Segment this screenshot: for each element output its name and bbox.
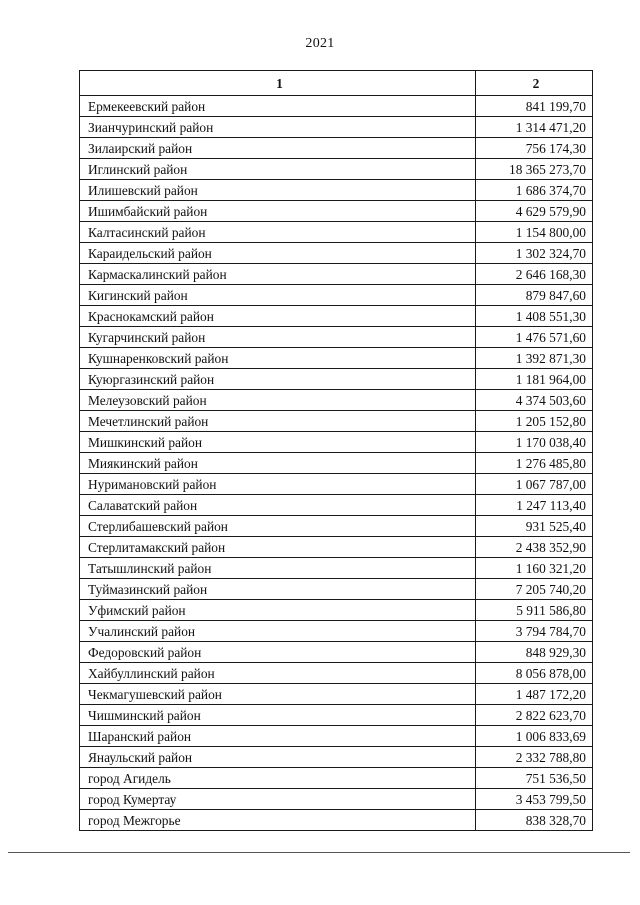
table-row xyxy=(80,327,593,348)
table-row xyxy=(80,243,593,264)
amount-cell: 1 006 833,69 xyxy=(476,726,593,747)
district-name-cell: Туймазинский район xyxy=(80,579,476,600)
district-name-cell: Мечетлинский район xyxy=(80,411,476,432)
table-row xyxy=(80,684,593,705)
district-name-cell: Шаранский район xyxy=(80,726,476,747)
district-name-cell: Илишевский район xyxy=(80,180,476,201)
district-name-cell: Иглинский район xyxy=(80,159,476,180)
amount-cell: 2 332 788,80 xyxy=(476,747,593,768)
amount-cell: 841 199,70 xyxy=(476,96,593,117)
table-row xyxy=(80,348,593,369)
district-name-cell: Салаватский район xyxy=(80,495,476,516)
table-row xyxy=(80,306,593,327)
amount-cell: 1 067 787,00 xyxy=(476,474,593,495)
amount-cell: 1 314 471,20 xyxy=(476,117,593,138)
column-header-2: 2 xyxy=(476,71,593,96)
district-name-cell: Стерлибашевский район xyxy=(80,516,476,537)
amount-cell: 1 247 113,40 xyxy=(476,495,593,516)
district-name-cell: Кигинский район xyxy=(80,285,476,306)
amount-cell: 2 646 168,30 xyxy=(476,264,593,285)
table-row xyxy=(80,285,593,306)
amount-cell: 848 929,30 xyxy=(476,642,593,663)
table-row xyxy=(80,411,593,432)
table-row xyxy=(80,369,593,390)
table-row xyxy=(80,600,593,621)
district-name-cell: Кармаскалинский район xyxy=(80,264,476,285)
district-name-cell: Федоровский район xyxy=(80,642,476,663)
amount-cell: 751 536,50 xyxy=(476,768,593,789)
amount-cell: 1 408 551,30 xyxy=(476,306,593,327)
amount-cell: 1 170 038,40 xyxy=(476,432,593,453)
district-name-cell: Караидельский район xyxy=(80,243,476,264)
district-name-cell: Татышлинский район xyxy=(80,558,476,579)
amount-cell: 1 276 485,80 xyxy=(476,453,593,474)
table-row xyxy=(80,642,593,663)
table-row xyxy=(80,768,593,789)
amount-cell: 8 056 878,00 xyxy=(476,663,593,684)
table-row xyxy=(80,537,593,558)
district-name-cell: Миякинский район xyxy=(80,453,476,474)
table-row xyxy=(80,474,593,495)
table-row xyxy=(80,726,593,747)
amount-cell: 879 847,60 xyxy=(476,285,593,306)
amount-cell: 1 686 374,70 xyxy=(476,180,593,201)
page-bottom-rule xyxy=(8,852,630,853)
district-name-cell: Зианчуринский район xyxy=(80,117,476,138)
amount-cell: 3 794 784,70 xyxy=(476,621,593,642)
amount-cell: 931 525,40 xyxy=(476,516,593,537)
amount-cell: 1 160 321,20 xyxy=(476,558,593,579)
amount-cell: 7 205 740,20 xyxy=(476,579,593,600)
amount-cell: 4 629 579,90 xyxy=(476,201,593,222)
district-name-cell: Краснокамский район xyxy=(80,306,476,327)
page-number: 2021 xyxy=(305,36,335,51)
table-row xyxy=(80,453,593,474)
amount-cell: 1 487 172,20 xyxy=(476,684,593,705)
district-name-cell: Ермекеевский район xyxy=(80,96,476,117)
district-name-cell: Зилаирский район xyxy=(80,138,476,159)
district-name-cell: Калтасинский район xyxy=(80,222,476,243)
district-name-cell: Чекмагушевский район xyxy=(80,684,476,705)
amount-cell: 756 174,30 xyxy=(476,138,593,159)
table-body xyxy=(80,96,593,831)
amount-cell: 1 302 324,70 xyxy=(476,243,593,264)
district-name-cell: город Агидель xyxy=(80,768,476,789)
table-row xyxy=(80,432,593,453)
budget-table xyxy=(79,70,593,831)
amount-cell: 1 392 871,30 xyxy=(476,348,593,369)
amount-cell: 1 181 964,00 xyxy=(476,369,593,390)
table-row xyxy=(80,159,593,180)
table-row xyxy=(80,201,593,222)
amount-cell: 5 911 586,80 xyxy=(476,600,593,621)
table-row xyxy=(80,789,593,810)
amount-cell: 1 476 571,60 xyxy=(476,327,593,348)
table-row xyxy=(80,810,593,831)
table-row xyxy=(80,579,593,600)
amount-cell: 18 365 273,70 xyxy=(476,159,593,180)
amount-cell: 838 328,70 xyxy=(476,810,593,831)
amount-cell: 2 822 623,70 xyxy=(476,705,593,726)
district-name-cell: Мишкинский район xyxy=(80,432,476,453)
table-row xyxy=(80,180,593,201)
district-name-cell: Уфимский район xyxy=(80,600,476,621)
table-row xyxy=(80,516,593,537)
amount-cell: 4 374 503,60 xyxy=(476,390,593,411)
amount-cell: 1 205 152,80 xyxy=(476,411,593,432)
district-name-cell: Янаульский район xyxy=(80,747,476,768)
district-name-cell: Учалинский район xyxy=(80,621,476,642)
table-row xyxy=(80,558,593,579)
table-row xyxy=(80,390,593,411)
district-name-cell: Нуримановский район xyxy=(80,474,476,495)
district-name-cell: город Кумертау xyxy=(80,789,476,810)
district-name-cell: Ишимбайский район xyxy=(80,201,476,222)
district-name-cell: Куюргазинский район xyxy=(80,369,476,390)
table-header-row xyxy=(80,71,593,96)
table-row xyxy=(80,621,593,642)
district-name-cell: Стерлитамакский район xyxy=(80,537,476,558)
district-name-cell: Кугарчинский район xyxy=(80,327,476,348)
district-name-cell: Чишминский район xyxy=(80,705,476,726)
district-name-cell: Мелеузовский район xyxy=(80,390,476,411)
amount-cell: 1 154 800,00 xyxy=(476,222,593,243)
district-name-cell: Хайбуллинский район xyxy=(80,663,476,684)
table-row xyxy=(80,705,593,726)
district-name-cell: город Межгорье xyxy=(80,810,476,831)
table-row xyxy=(80,747,593,768)
amount-cell: 3 453 799,50 xyxy=(476,789,593,810)
column-header-1: 1 xyxy=(80,71,476,96)
table-row xyxy=(80,117,593,138)
amount-cell: 2 438 352,90 xyxy=(476,537,593,558)
table-row xyxy=(80,264,593,285)
table-row xyxy=(80,222,593,243)
district-name-cell: Кушнаренковский район xyxy=(80,348,476,369)
table-row xyxy=(80,96,593,117)
table-row xyxy=(80,138,593,159)
table-row xyxy=(80,663,593,684)
table-row xyxy=(80,495,593,516)
